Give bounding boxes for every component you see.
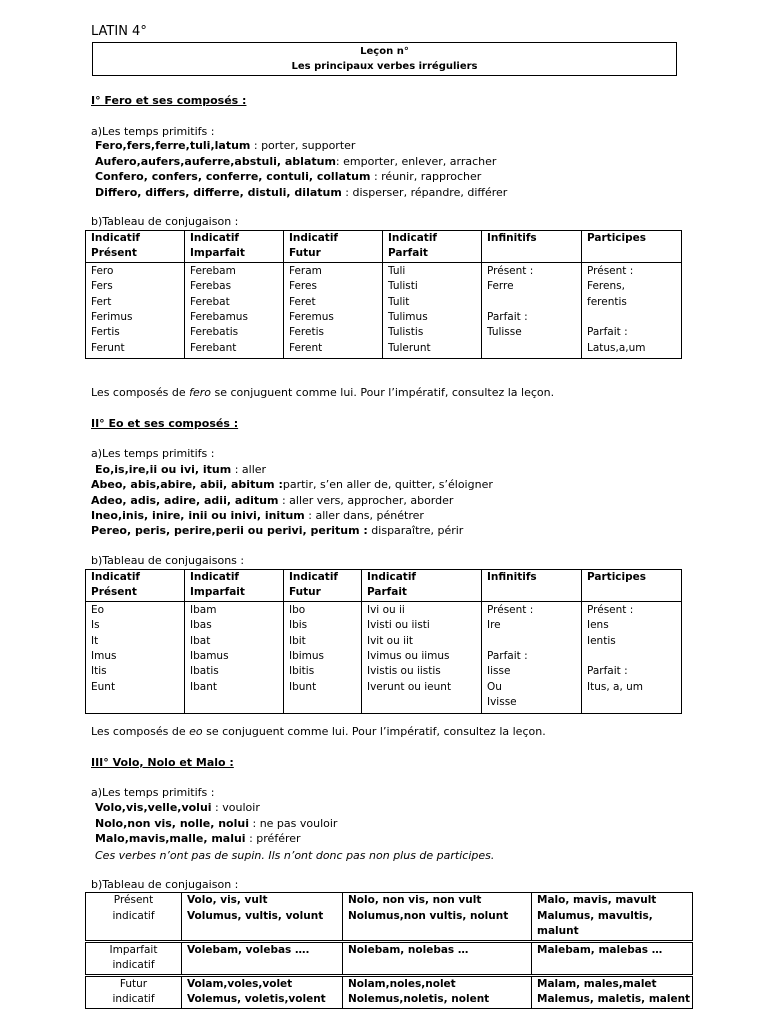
cell-line: Ferent <box>289 341 323 354</box>
primitive-line <box>95 800 260 815</box>
section-2-table-label: b)Tableau de conjugaisons : <box>91 554 245 567</box>
cell-line <box>487 295 581 310</box>
column-cell <box>284 262 383 358</box>
nolo-cell <box>343 941 532 975</box>
row-label <box>86 941 182 975</box>
cell-line: Feremus <box>289 311 334 324</box>
cell-line: Fertis <box>91 326 120 339</box>
cell-line: Feret <box>289 295 316 308</box>
header-line: Imparfait <box>190 247 245 260</box>
cell-line: Ferebam <box>190 264 236 277</box>
cell-line <box>587 649 681 664</box>
cell-line: Is <box>91 619 100 632</box>
column-header <box>284 570 362 602</box>
primitive-line <box>95 154 496 169</box>
header-line: Parfait <box>367 586 407 599</box>
row-label-line: Futur <box>119 977 148 990</box>
header-line: Indicatif <box>91 571 140 583</box>
latin-forms: Abeo, abis,abire, abii, abitum : <box>91 478 283 492</box>
header-line: Indicatif <box>367 571 416 583</box>
column-cell <box>284 601 362 713</box>
meaning: aller vers, approcher, aborder <box>289 493 454 507</box>
meaning: disparaître, périr <box>371 524 464 538</box>
primitive-line <box>95 831 301 846</box>
separator: : <box>231 463 242 476</box>
header-line <box>487 585 581 600</box>
cell-line: Ientis <box>587 634 616 647</box>
section-1-primitives-label: a)Les temps primitifs : <box>91 125 215 138</box>
cell-line: Iverunt ou ieunt <box>367 680 452 693</box>
primitive-line <box>95 185 507 200</box>
column-header <box>284 231 383 263</box>
cell-line: Ferebatis <box>190 326 239 339</box>
column-header <box>582 231 682 263</box>
cell-line: Ibatis <box>190 665 219 678</box>
cell-line: Nolumus,non vultis, nolunt <box>348 909 509 922</box>
latin-forms: Confero, confers, conferre, contuli, collatum <box>95 170 371 183</box>
header-line: Indicatif <box>190 571 239 583</box>
latin-forms: Adeo, adis, adire, adii, aditum <box>91 493 279 507</box>
separator: : <box>211 801 223 814</box>
primitive-line <box>91 508 424 523</box>
cell-line: Nolebam, nolebas … <box>348 943 469 956</box>
cell-line: Ibo <box>289 603 306 616</box>
column-cell <box>482 601 582 713</box>
header-line: Futur <box>289 247 321 260</box>
table-body-row <box>86 601 682 713</box>
cell-line: Présent : <box>587 603 634 616</box>
cell-line: Tuli <box>388 264 406 277</box>
meaning: réunir, rapprocher <box>381 170 482 183</box>
cell-line <box>348 958 531 974</box>
row-label <box>86 893 182 942</box>
meaning: partir, s’en aller de, quitter, s’éloigner <box>282 478 493 492</box>
separator: : <box>248 816 260 830</box>
cell-line <box>487 341 581 356</box>
primitive-line <box>91 523 463 538</box>
nolo-cell <box>343 975 532 1008</box>
column-cell <box>362 601 482 713</box>
lesson-title-box <box>92 42 677 76</box>
latin-forms: Nolo,non vis, nolle, nolui <box>95 816 249 830</box>
meaning: ne pas vouloir <box>259 816 338 830</box>
cell-line: Itis <box>91 665 107 678</box>
header-line <box>487 246 581 261</box>
column-cell <box>86 262 185 358</box>
cell-line: Imus <box>91 650 117 663</box>
column-header <box>185 570 284 602</box>
cell-line: Malam, males,malet <box>537 977 657 990</box>
meaning: aller <box>241 463 267 476</box>
latin-forms: Malo,mavis,malle, malui <box>95 832 246 846</box>
cell-line: Eunt <box>91 680 116 693</box>
volo-cell <box>182 975 343 1008</box>
cell-line: Ferens, <box>587 280 625 293</box>
cell-line: Ibunt <box>289 680 317 693</box>
header-line <box>587 585 681 600</box>
cell-line: Ibimus <box>289 650 325 663</box>
latin-forms: Differo, differs, differre, distuli, dilatum <box>95 185 342 199</box>
cell-line: Ibas <box>190 619 212 632</box>
cell-line: Ibitis <box>289 665 315 678</box>
header-line: Infinitifs <box>487 232 537 244</box>
cell-line: Feretis <box>289 326 324 339</box>
table-row <box>86 893 693 942</box>
separator: : <box>250 139 262 152</box>
row-label-line: indicatif <box>112 909 155 922</box>
cell-line: Ibis <box>289 619 308 632</box>
cell-line: Eo <box>91 603 105 616</box>
cell-line: Iisse <box>487 665 511 678</box>
note-verb: fero <box>189 386 212 399</box>
primitive-line <box>95 816 337 831</box>
column-cell <box>383 262 482 358</box>
cell-line: Itus, a, um <box>587 680 644 693</box>
cell-line: Présent : <box>487 603 534 616</box>
header-line: Présent <box>91 247 137 260</box>
cell-line: Volemus, voletis,volent <box>187 993 326 1005</box>
cell-line: Parfait : <box>487 650 528 663</box>
section-2-heading: II° Eo et ses composés : <box>91 417 239 430</box>
meaning: aller dans, pénétrer <box>315 508 424 522</box>
cell-line: Malebam, malebas … <box>537 943 663 956</box>
cell-line: Iens <box>587 619 609 632</box>
cell-line: Nolemus,noletis, nolent <box>348 993 490 1005</box>
column-header <box>383 231 482 263</box>
column-header <box>362 570 482 602</box>
cell-line: ferentis <box>587 295 627 308</box>
row-label <box>86 975 182 1008</box>
cell-line: Tulimus <box>388 311 428 324</box>
malo-cell <box>532 941 693 975</box>
header-line <box>587 246 681 261</box>
latin-forms: Eo,is,ire,ii ou ivi, itum <box>95 463 232 476</box>
cell-line: Ibant <box>190 680 217 693</box>
separator: : <box>278 493 290 507</box>
cell-line <box>587 310 681 325</box>
row-label-line: indicatif <box>112 993 155 1005</box>
volo-cell <box>182 941 343 975</box>
primitive-line <box>95 138 355 153</box>
cell-line: Présent : <box>487 264 534 277</box>
header-line: Futur <box>289 586 321 599</box>
separator: : <box>341 185 353 199</box>
cell-line: Ibam <box>190 603 217 616</box>
cell-line: Ferunt <box>91 341 125 354</box>
primitive-line <box>91 477 493 492</box>
volo-nolo-malo-table <box>85 892 693 1009</box>
meaning: emporter, enlever, arracher <box>343 154 497 168</box>
cell-line: Ivimus ou iimus <box>367 650 450 663</box>
cell-line: Malo, mavis, mavult <box>537 894 657 906</box>
cell-line: Feres <box>289 280 317 293</box>
header-line: Indicatif <box>289 571 338 583</box>
cell-line: Ferimus <box>91 311 133 324</box>
meaning: porter, supporter <box>261 139 356 152</box>
header-line: Infinitifs <box>487 571 537 583</box>
nolo-cell <box>343 893 532 942</box>
column-header <box>185 231 284 263</box>
cell-line: Ferebas <box>190 280 232 293</box>
table-row <box>86 941 693 975</box>
header-line: Indicatif <box>91 232 140 244</box>
cell-line <box>537 958 692 974</box>
primitive-line <box>95 169 481 184</box>
cell-line: Présent : <box>587 264 634 277</box>
section-1-table-label: b)Tableau de conjugaison : <box>91 215 239 228</box>
table-header-row <box>86 570 682 602</box>
section-3-remark: Ces verbes n’ont pas de supin. Ils n’ont donc pas non plus de participes. <box>95 849 495 862</box>
cell-line: Malemus, maletis, malent <box>537 993 691 1005</box>
cell-line: Fers <box>91 280 113 293</box>
meaning: préférer <box>256 832 301 846</box>
cell-line: Tulit <box>388 295 410 308</box>
table-header-row <box>86 231 682 263</box>
latin-forms: Pereo, peris, perire,perii ou perivi, peritum : <box>91 524 368 538</box>
column-cell <box>185 262 284 358</box>
section-1-heading: I° Fero et ses composés : <box>91 94 247 107</box>
cell-line: Volo, vis, vult <box>187 894 268 906</box>
lesson-subject: Les principaux verbes irréguliers <box>291 61 478 72</box>
cell-line: Parfait : <box>587 665 628 678</box>
cell-line: Latus,a,um <box>587 341 646 354</box>
cell-line: It <box>91 634 99 647</box>
cell-line: Tulerunt <box>388 341 431 354</box>
section-2-note <box>91 724 546 739</box>
cell-line: Nolam,noles,nolet <box>348 977 456 990</box>
cell-line: Tulisse <box>487 326 522 339</box>
cell-line: Ibit <box>289 634 306 647</box>
malo-cell <box>532 893 693 942</box>
eo-conjugation-table <box>85 569 682 714</box>
cell-line: Ivistis ou iistis <box>367 665 441 678</box>
column-cell <box>582 262 682 358</box>
column-header <box>86 231 185 263</box>
column-header <box>482 570 582 602</box>
cell-line: Ferre <box>487 280 514 293</box>
primitive-line <box>95 462 266 477</box>
cell-line: Fert <box>91 295 112 308</box>
section-3-table-label: b)Tableau de conjugaison : <box>91 878 239 891</box>
cell-line: Fero <box>91 264 114 277</box>
column-cell <box>185 601 284 713</box>
cell-line: Ivi ou ii <box>367 603 405 616</box>
primitive-line <box>91 493 453 508</box>
note-verb: eo <box>189 725 203 738</box>
header-line: Indicatif <box>289 232 338 244</box>
header-line: Présent <box>91 586 137 599</box>
latin-forms: Aufero,aufers,auferre,abstuli, ablatum <box>95 154 336 168</box>
cell-line: Ire <box>487 619 501 632</box>
note-text: Les composés de <box>91 725 190 738</box>
separator: : <box>335 154 344 168</box>
cell-line: Nolo, non vis, non vult <box>348 894 482 906</box>
cell-line: Ivisti ou iisti <box>367 619 430 632</box>
table-row <box>86 975 693 1008</box>
cell-line: Tulistis <box>388 326 424 339</box>
cell-line: Ivit ou iit <box>367 634 414 647</box>
row-label-line: indicatif <box>112 959 155 971</box>
cell-line: Ibat <box>190 634 211 647</box>
cell-line <box>487 634 581 649</box>
cell-line: Volam,voles,volet <box>187 977 293 990</box>
column-cell <box>482 262 582 358</box>
cell-line: Ibamus <box>190 650 229 663</box>
column-header <box>482 231 582 263</box>
column-cell <box>86 601 185 713</box>
separator: : <box>245 832 257 846</box>
section-1-note <box>91 385 554 400</box>
cell-line: Parfait : <box>587 326 628 339</box>
fero-conjugation-table <box>85 230 682 359</box>
header-line: Participes <box>587 571 647 583</box>
header-line: Participes <box>587 232 647 244</box>
cell-line: Feram <box>289 264 322 277</box>
header-line: Imparfait <box>190 586 245 599</box>
column-header <box>86 570 185 602</box>
cell-line: Ferebat <box>190 295 230 308</box>
separator: : <box>304 508 316 522</box>
cell-line: Volumus, vultis, volunt <box>187 909 324 922</box>
cell-line: Ferebant <box>190 341 237 354</box>
table-body-row <box>86 262 682 358</box>
note-text-end: se conjuguent comme lui. Pour l’impératif, consultez la leçon. <box>211 386 555 399</box>
meaning: vouloir <box>222 801 260 814</box>
latin-forms: Fero,fers,ferre,tuli,latum <box>95 139 251 152</box>
section-2-primitives-label: a)Les temps primitifs : <box>91 447 215 460</box>
column-header <box>582 570 682 602</box>
latin-forms: Volo,vis,velle,volui <box>95 801 212 814</box>
cell-line: Ferebamus <box>190 311 248 324</box>
note-text: Les composés de <box>91 386 190 399</box>
cell-line <box>187 958 342 974</box>
cell-line: Volebam, volebas …. <box>187 943 310 956</box>
header-line: Parfait <box>388 247 428 260</box>
volo-cell <box>182 893 343 942</box>
row-label-line: Présent <box>113 894 154 906</box>
cell-line: Tulisti <box>388 280 418 293</box>
lesson-number: Leçon n° <box>360 46 409 57</box>
section-3-heading: III° Volo, Nolo et Malo : <box>91 756 234 769</box>
cell-line: Parfait : <box>487 311 528 324</box>
section-3-primitives-label: a)Les temps primitifs : <box>91 786 215 799</box>
meaning: disperser, répandre, différer <box>352 185 508 199</box>
page-header-title: LATIN 4° <box>91 24 147 39</box>
header-line: Indicatif <box>388 232 437 244</box>
cell-line: Ou <box>487 680 502 693</box>
row-label-line: Imparfait <box>109 943 158 956</box>
note-text-end: se conjuguent comme lui. Pour l’impératif, consultez la leçon. <box>202 725 546 738</box>
cell-line: Malumus, mavultis, malunt <box>537 909 653 937</box>
column-cell <box>582 601 682 713</box>
malo-cell <box>532 975 693 1008</box>
header-line: Indicatif <box>190 232 239 244</box>
separator: : <box>370 170 382 183</box>
cell-line: Ivisse <box>487 696 517 709</box>
latin-forms: Ineo,inis, inire, inii ou inivi, initum <box>91 508 305 522</box>
